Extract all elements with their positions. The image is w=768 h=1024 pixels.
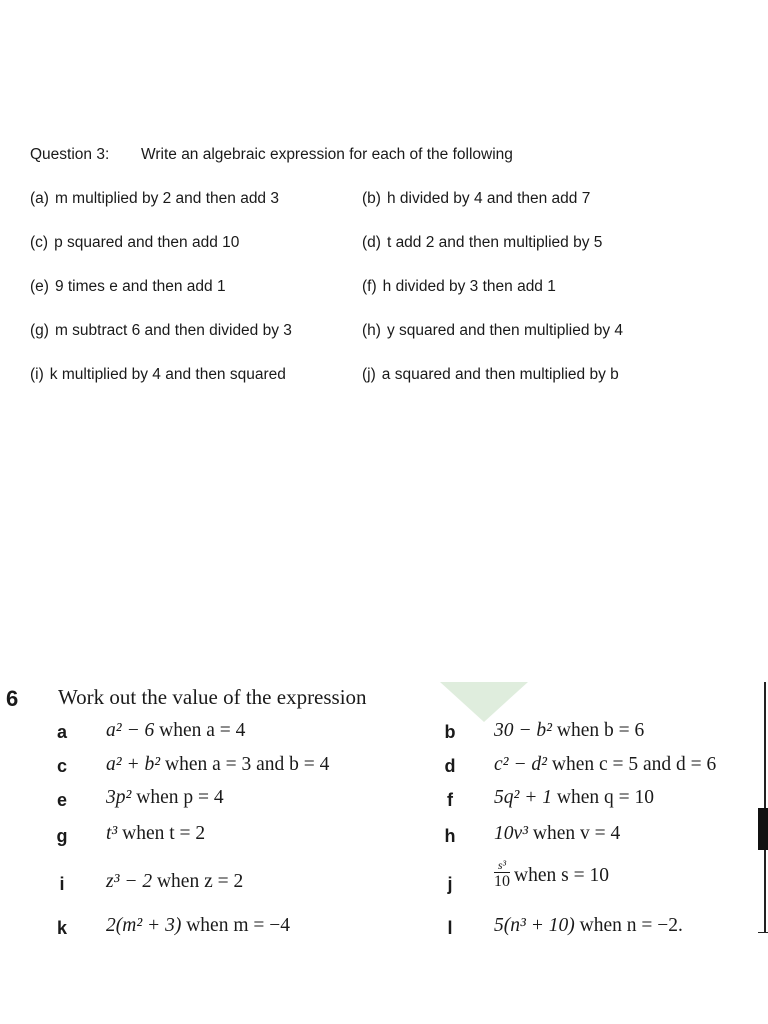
- part-letter-i: i: [59, 874, 65, 894]
- part-expression-b: [494, 720, 644, 742]
- expression: z³ − 2: [106, 871, 153, 892]
- part-letter-k: k: [56, 918, 67, 938]
- item-label: (g): [30, 322, 49, 339]
- question-item-d: [362, 234, 602, 252]
- exercise-title: Work out the value of the expression: [58, 685, 367, 709]
- part-letter-d: d: [444, 756, 456, 776]
- item-text: h divided by 4 and then add 7: [386, 190, 591, 207]
- expression: 5(n³ + 10): [494, 915, 575, 936]
- fraction-denominator: 10: [494, 873, 510, 890]
- fraction: [494, 858, 510, 891]
- expression: 3p²: [106, 787, 132, 808]
- part-expression-j: [494, 860, 609, 893]
- question-item-g: [30, 322, 292, 340]
- question-item-i: [30, 366, 286, 384]
- condition: when q = 10: [556, 787, 655, 808]
- question-item-c: [30, 234, 239, 252]
- item-label: (i): [30, 366, 44, 383]
- question-item-h: [362, 322, 623, 340]
- item-label: (e): [30, 278, 49, 295]
- question-instruction: Write an algebraic expression for each of the following: [141, 146, 513, 163]
- expression: 5q² + 1: [494, 787, 553, 808]
- part-letter-e: e: [56, 790, 67, 810]
- part-expression-l: [494, 915, 683, 937]
- item-text: m subtract 6 and then divided by 3: [54, 322, 292, 339]
- page-edge-marker: [758, 808, 768, 850]
- expression: 2(m² + 3): [106, 915, 182, 936]
- question-item-e: [30, 278, 226, 296]
- part-letter-f: f: [447, 790, 453, 810]
- fraction-numerator: s³: [494, 858, 510, 873]
- item-label: (j): [362, 366, 376, 383]
- item-label: (f): [362, 278, 377, 295]
- item-label: (b): [362, 190, 381, 207]
- expression: 30 − b²: [494, 720, 553, 741]
- item-text: p squared and then add 10: [54, 234, 240, 251]
- expression: t³: [106, 823, 118, 844]
- expression: 10v³: [494, 823, 529, 844]
- part-letter-j: j: [447, 874, 453, 894]
- part-expression-i: [106, 871, 243, 893]
- expression: a² + b²: [106, 754, 161, 775]
- question-number: Question 3:: [30, 146, 110, 163]
- condition: when m = −4: [186, 915, 290, 936]
- item-text: m multiplied by 2 and then add 3: [54, 190, 279, 207]
- condition: when v = 4: [532, 823, 621, 844]
- exercise-number: 6: [6, 686, 19, 711]
- condition: when t = 2: [122, 823, 206, 844]
- item-text: h divided by 3 then add 1: [382, 278, 556, 295]
- condition: when n = −2.: [579, 915, 683, 936]
- question-item-a: [30, 190, 279, 208]
- condition: when s = 10: [514, 864, 609, 886]
- part-letter-g: g: [56, 826, 68, 846]
- expression: c² − d²: [494, 754, 548, 775]
- page-edge-line: [764, 682, 766, 932]
- part-expression-e: [106, 787, 224, 809]
- part-expression-c: [106, 754, 329, 776]
- part-expression-g: [106, 823, 205, 845]
- item-text: t add 2 and then multiplied by 5: [386, 234, 603, 251]
- part-expression-f: [494, 787, 654, 809]
- part-letter-a: a: [56, 722, 67, 742]
- part-expression-k: [106, 915, 290, 937]
- question-item-j: [362, 366, 619, 384]
- condition: when b = 6: [556, 720, 645, 741]
- part-letter-b: b: [444, 722, 456, 742]
- question-item-f: [362, 278, 556, 296]
- part-expression-a: [106, 720, 245, 742]
- watermark-shape: [440, 682, 528, 722]
- question-3-heading: [30, 146, 513, 164]
- condition: when p = 4: [136, 787, 224, 808]
- condition: when c = 5 and d = 6: [551, 754, 717, 775]
- item-text: a squared and then multiplied by b: [381, 366, 619, 383]
- condition: when z = 2: [156, 871, 244, 892]
- item-text: k multiplied by 4 and then squared: [49, 366, 286, 383]
- part-expression-d: [494, 754, 716, 776]
- item-label: (c): [30, 234, 49, 251]
- expression: a² − 6: [106, 720, 155, 741]
- condition: when a = 4: [159, 720, 246, 741]
- item-label: (a): [30, 190, 49, 207]
- item-label: (h): [362, 322, 381, 339]
- page-edge-tick: [758, 932, 768, 933]
- part-letter-h: h: [444, 826, 456, 846]
- part-expression-h: [494, 823, 620, 845]
- condition: when a = 3 and b = 4: [164, 754, 330, 775]
- part-letter-l: l: [447, 918, 453, 938]
- item-label: (d): [362, 234, 381, 251]
- item-text: 9 times e and then add 1: [54, 278, 226, 295]
- question-item-b: [362, 190, 590, 208]
- part-letter-c: c: [56, 756, 67, 776]
- item-text: y squared and then multiplied by 4: [386, 322, 624, 339]
- question-3-section: [0, 0, 768, 400]
